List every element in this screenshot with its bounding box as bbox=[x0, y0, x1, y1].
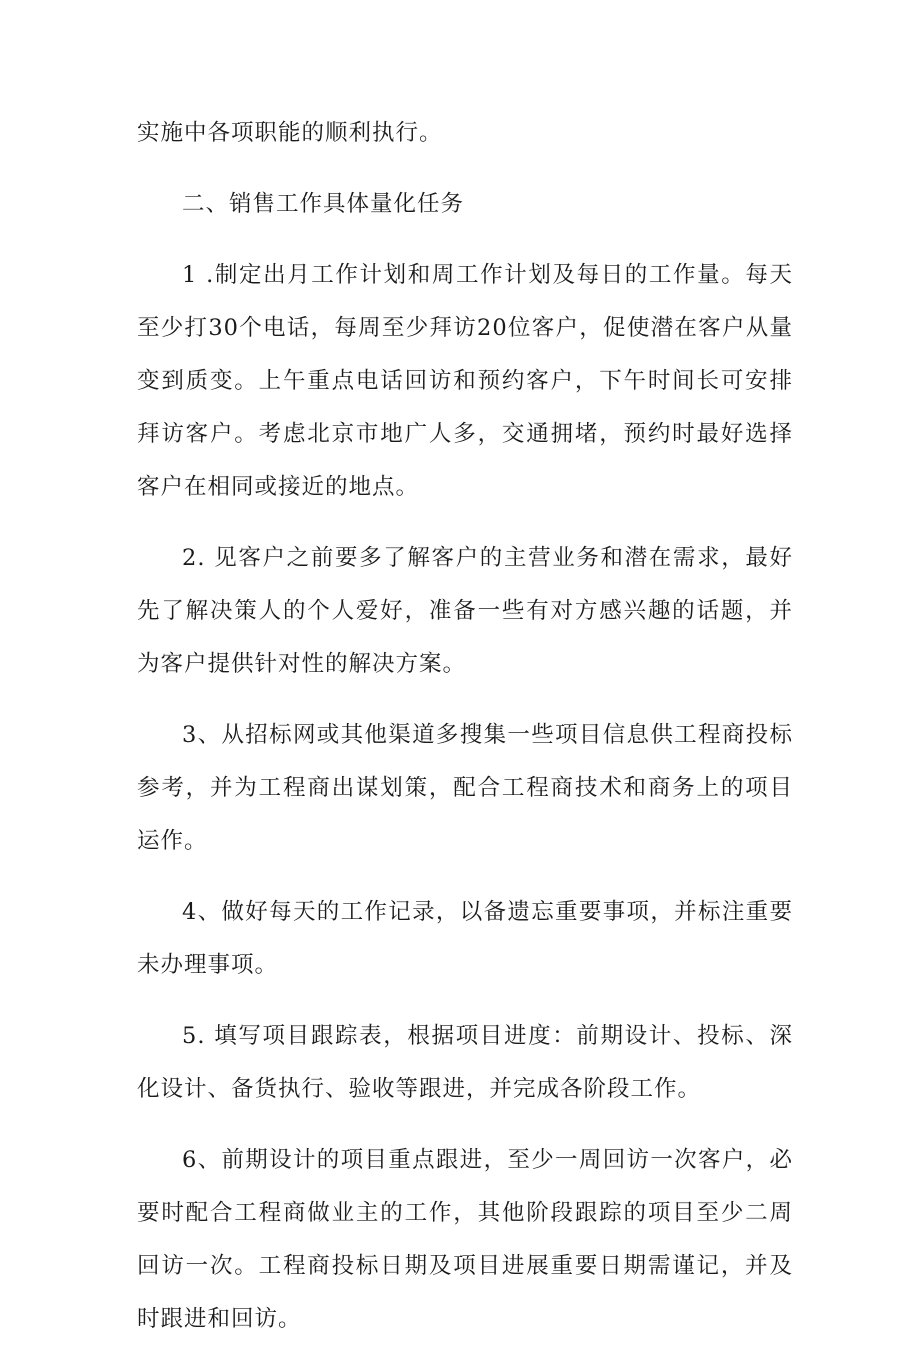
paragraph-item-4: 4、做好每天的工作记录，以备遗忘重要事项，并标注重要未办理事项。 bbox=[137, 899, 793, 978]
paragraph-item-6: 6、前期设计的项目重点跟进，至少一周回访一次客户，必要时配合工程商做业主的工作，其他阶段跟踪的项目至少二周回访一次。工程商投标日期及项目进展重要日期需谨记，并及时跟进和回访。 bbox=[137, 1147, 793, 1332]
paragraph-item-3: 3、从招标网或其他渠道多搜集一些项目信息供工程商投标参考，并为工程商出谋划策，配合工程商技术和商务上的项目运作。 bbox=[137, 722, 793, 854]
paragraph-continuation: 实施中各项职能的顺利执行。 bbox=[137, 120, 443, 146]
paragraph-item-2: 2. 见客户之前要多了解客户的主营业务和潜在需求，最好先了解决策人的个人爱好，准备一些有对方感兴趣的话题，并为客户提供针对性的解决方案。 bbox=[137, 545, 793, 677]
paragraph-item-1: 1 .制定出月工作计划和周工作计划及每日的工作量。每天至少打30个电话，每周至少拜访20位客户，促使潜在客户从量变到质变。上午重点电话回访和预约客户，下午时间长可安排拜访客户。考虑北京市地广人多，交通拥堵，预约时最好选择客户在相同或接近的地点。 bbox=[137, 262, 793, 500]
section-heading: 二、销售工作具体量化任务 bbox=[182, 191, 465, 217]
paragraph-item-5: 5. 填写项目跟踪表，根据项目进度：前期设计、投标、深化设计、备货执行、验收等跟进，并完成各阶段工作。 bbox=[137, 1023, 793, 1102]
document-body bbox=[137, 107, 793, 1346]
